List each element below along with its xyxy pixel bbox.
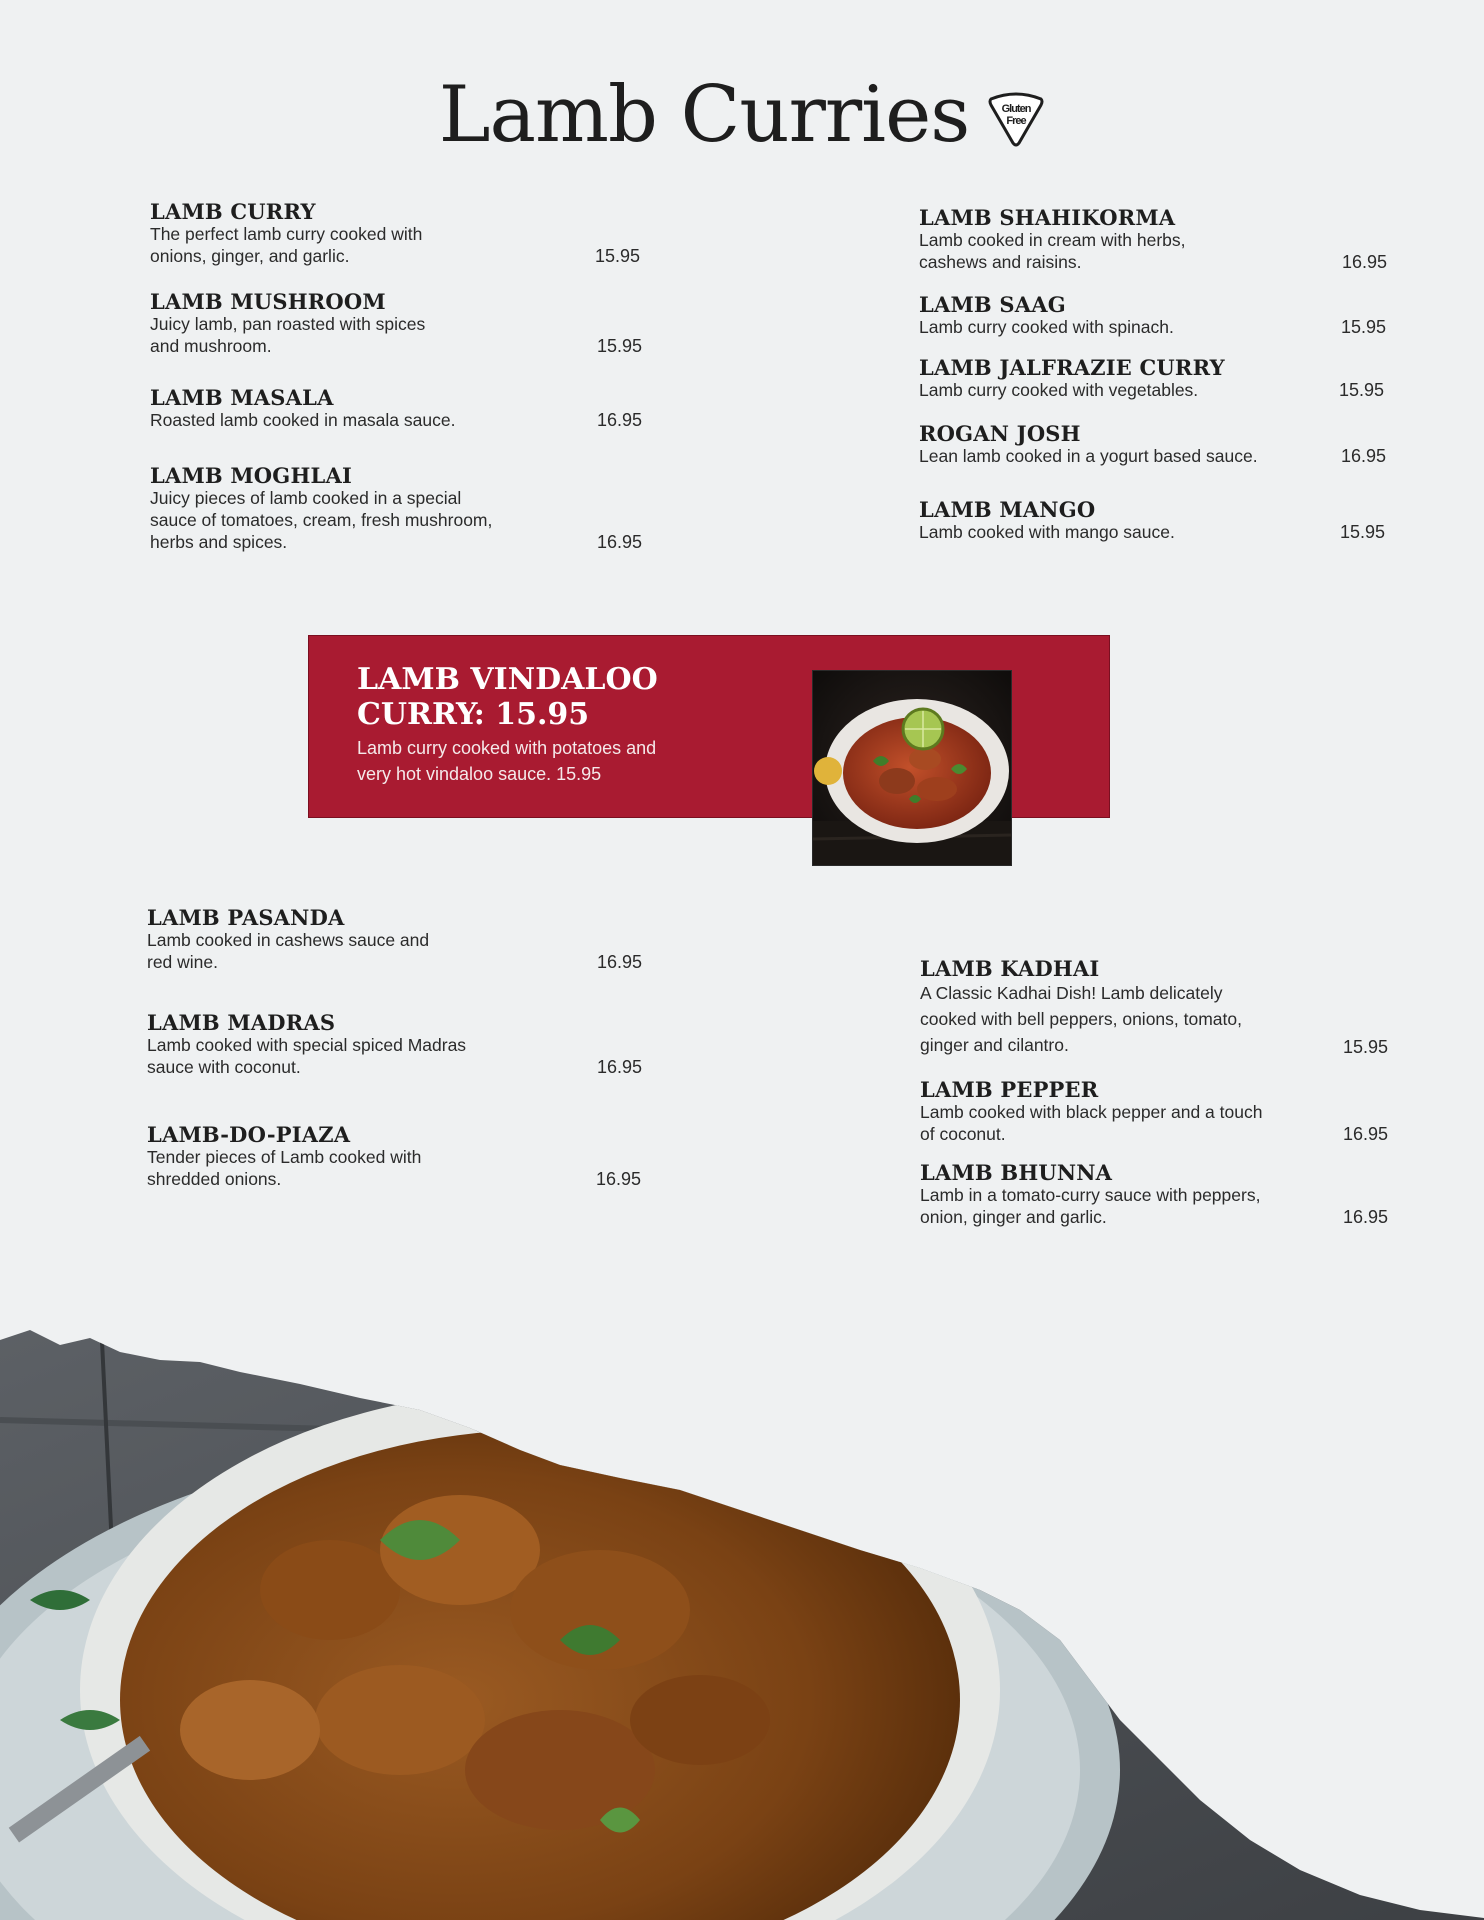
menu-item — [919, 498, 1385, 543]
item-price: 16.95 — [1340, 446, 1386, 466]
item-name: LAMB SHAHIKORMA — [919, 205, 1176, 230]
item-price: 16.95 — [1342, 1207, 1388, 1227]
item-description: A Classic Kadhai Dish! Lamb delicately cooked with bell peppers, onions, tomato, ginger and cilantro. — [920, 983, 1242, 1055]
item-name: LAMB KADHAI — [920, 956, 1100, 981]
item-price: 15.95 — [594, 246, 640, 266]
item-description: Lamb cooked in cream with herbs, cashews and raisins. — [919, 230, 1186, 272]
featured-dish-title: LAMB VINDALOO CURRY: 15.95 — [357, 662, 658, 732]
lamb-curry-photo — [0, 1300, 1484, 1920]
item-price: 15.95 — [596, 336, 642, 356]
item-name: ROGAN JOSH — [919, 421, 1081, 446]
item-name: LAMB JALFRAZIE CURRY — [919, 355, 1225, 380]
menu-item — [919, 293, 1386, 338]
item-description: The perfect lamb curry cooked with onions, ginger, and garlic. — [150, 224, 423, 266]
item-description: Roasted lamb cooked in masala sauce. — [150, 410, 456, 430]
menu-item — [150, 200, 640, 267]
item-description: Lean lamb cooked in a yogurt based sauce. — [919, 446, 1258, 466]
item-price: 15.95 — [1340, 317, 1386, 337]
menu-item — [150, 386, 642, 431]
item-price: 16.95 — [1342, 1124, 1388, 1144]
menu-item — [150, 464, 642, 553]
item-description: Tender pieces of Lamb cooked with shredded onions. — [147, 1147, 422, 1189]
menu-item — [919, 422, 1386, 467]
menu-item — [147, 906, 642, 973]
item-price: 15.95 — [1339, 522, 1385, 542]
item-description: Juicy pieces of lamb cooked in a special sauce of tomatoes, cream, fresh mushroom, herbs and spices. — [150, 488, 493, 552]
item-price: 16.95 — [596, 952, 642, 972]
item-name: LAMB PEPPER — [920, 1077, 1099, 1102]
item-description: Lamb cooked in cashews sauce and red wine. — [147, 930, 430, 972]
item-name: LAMB PASANDA — [147, 905, 345, 930]
page-title: Lamb Curries — [438, 70, 970, 160]
menu-item — [147, 1011, 642, 1078]
item-name: LAMB MANGO — [919, 497, 1096, 522]
item-name: LAMB CURRY — [150, 199, 316, 224]
gluten-free-badge-icon — [987, 91, 1045, 147]
item-description: Lamb cooked with special spiced Madras sauce with coconut. — [147, 1035, 467, 1077]
badge-line-1: Gluten — [1001, 103, 1031, 115]
item-description: Lamb cooked with mango sauce. — [919, 522, 1175, 542]
menu-item — [920, 957, 1388, 1058]
menu-item — [150, 290, 642, 357]
item-description: Juicy lamb, pan roasted with spices and mushroom. — [150, 314, 426, 356]
item-description: Lamb curry cooked with spinach. — [919, 317, 1174, 337]
menu-item — [919, 206, 1387, 273]
item-price: 16.95 — [1341, 252, 1387, 272]
vindaloo-photo — [812, 670, 1012, 866]
item-description: Lamb curry cooked with vegetables. — [919, 380, 1199, 400]
item-price: 16.95 — [596, 1057, 642, 1077]
item-name: LAMB MADRAS — [147, 1010, 336, 1035]
item-price: 16.95 — [596, 532, 642, 552]
menu-item — [919, 356, 1384, 401]
badge-line-2: Free — [1006, 115, 1026, 127]
item-name: LAMB BHUNNA — [920, 1160, 1113, 1185]
item-price: 15.95 — [1338, 380, 1384, 400]
item-description: Lamb in a tomato-curry sauce with peppers, onion, ginger and garlic. — [920, 1185, 1261, 1227]
item-price: 16.95 — [596, 410, 642, 430]
item-name: LAMB MASALA — [150, 385, 334, 410]
featured-dish-description: Lamb curry cooked with potatoes and very hot vindaloo sauce. 15.95 — [357, 738, 657, 784]
menu-item — [147, 1123, 641, 1190]
menu-item — [920, 1161, 1388, 1228]
item-name: LAMB MOGHLAI — [150, 463, 352, 488]
page-title-row — [0, 70, 1484, 160]
item-name: LAMB SAAG — [919, 292, 1066, 317]
item-description: Lamb cooked with black pepper and a touch of coconut. — [920, 1102, 1263, 1144]
item-price: 16.95 — [595, 1169, 641, 1189]
menu-item — [920, 1078, 1388, 1145]
item-price: 15.95 — [1342, 1037, 1388, 1057]
item-name: LAMB MUSHROOM — [150, 289, 386, 314]
item-name: LAMB-DO-PIAZA — [147, 1122, 351, 1147]
